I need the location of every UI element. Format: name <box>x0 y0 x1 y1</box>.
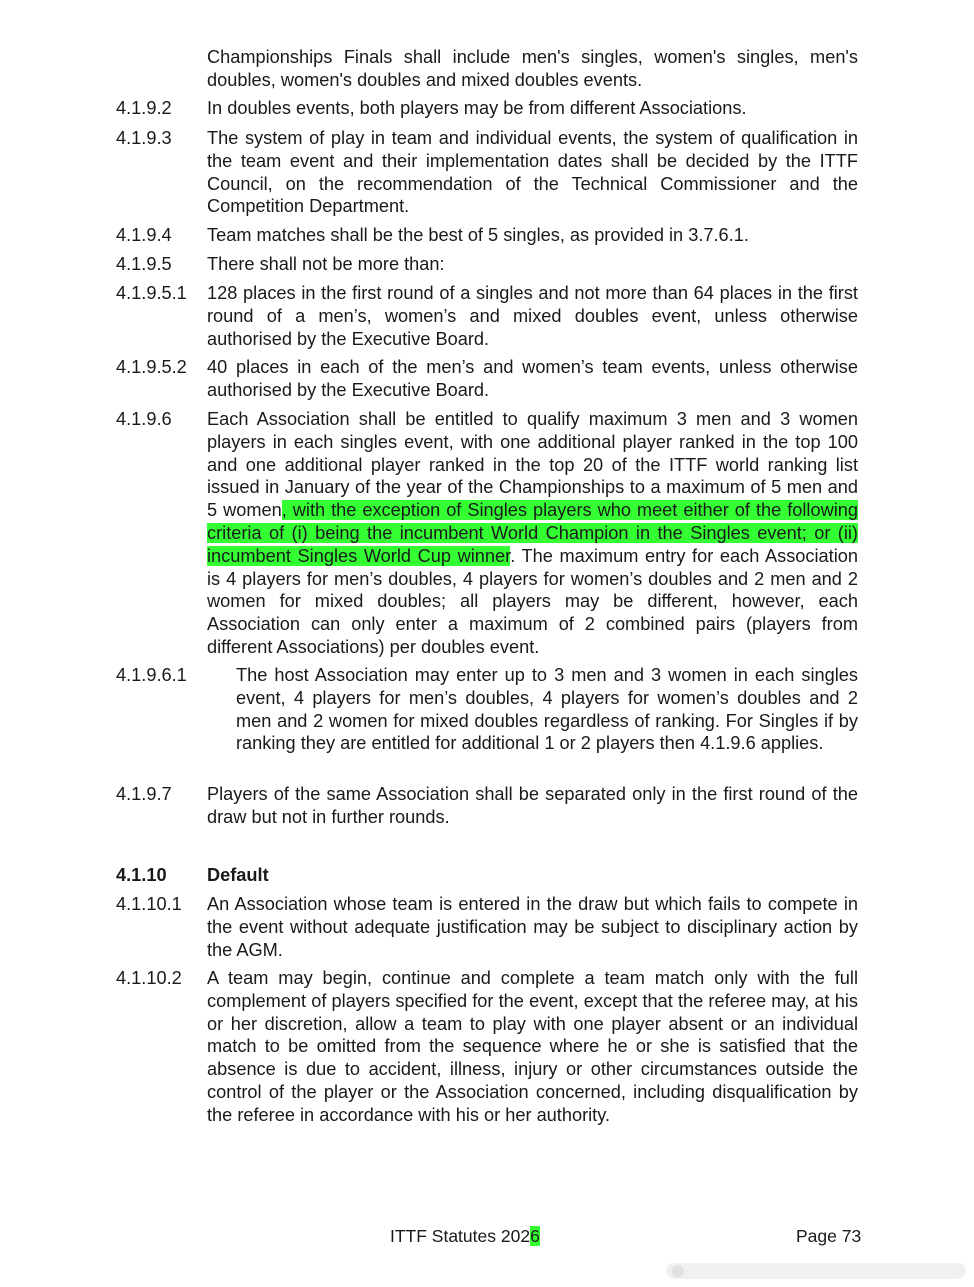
footer-title <box>390 1226 540 1247</box>
section-text: The host Association may enter up to 3 men and 3 women in each singles event, 4 players for men’s doubles, 4 players for women’s doubles and 2 men and 2 women for mixed doubles regardless of ranking. For Singles if by ranking they are entitled for additional 1 or 2 players then 4.1.9.6 applies. <box>236 665 858 754</box>
text-after-highlight: . The maximum entry for each Association is 4 players for men’s doubles, 4 players for women’s doubles and 2 men and 2 women for mixed doubles; all players may be different, however, each Association can only enter a maximum of 2 combined pairs (players from different Associations) per doubles event. <box>207 545 858 657</box>
section-number: 4.1.9.5.2 <box>116 357 187 377</box>
section-number: 4.1.9.5 <box>116 254 172 274</box>
heading-title: Default <box>207 865 269 885</box>
section-number: 4.1.9.6.1 <box>116 665 187 685</box>
section-text: There shall not be more than: <box>207 254 445 274</box>
heading-number: 4.1.10 <box>116 865 167 885</box>
footer-title-main: ITTF Statutes 202 <box>390 1226 531 1246</box>
section-number: 4.1.9.6 <box>116 409 172 429</box>
section-text: In doubles events, both players may be from different Associations. <box>207 98 747 118</box>
intro-text: Championships Finals shall include men's singles, women's singles, men's doubles, women's doubles and mixed doubles events. <box>207 47 858 90</box>
section-text: The system of play in team and individual events, the system of qualification in the team event and their implementation dates shall be decided by the ITTF Council, on the recommendation of the Technical Commissioner and the Competition Department. <box>207 128 858 217</box>
section-number: 4.1.9.3 <box>116 128 172 148</box>
highlighted-text: , with the exception of Singles players who meet either of the following criteria of (i) being the incumbent World Champion in the Singles event; or (ii) incumbent Singles World Cup winner <box>207 500 858 566</box>
section-number: 4.1.10.1 <box>116 894 182 914</box>
section-number: 4.1.9.4 <box>116 225 172 245</box>
footer-page-number: Page 73 <box>796 1226 862 1246</box>
section-number: 4.1.9.5.1 <box>116 283 187 303</box>
section-text: A team may begin, continue and complete a team match only with the full complement of players specified for the event, except that the referee may, at his or her discretion, allow a team to play with one player absent or an individual match to be omitted from the sequence where he or she is satisfied that the absence is due to accident, illness, injury or other circumstances outside the control of the player or the Association concerned, including disqualification by the referee in accordance with his or her authority. <box>207 968 858 1125</box>
section-number: 4.1.9.2 <box>116 98 172 118</box>
text-before-highlight: Each Association shall be entitled to qualify maximum 3 men and 3 women players in each singles event, with one additional player ranked in the top 100 and one additional player ranked in the top 20 of the ITTF world ranking list issued in January of the year of the Championships to a maximum of 5 men and 5 women <box>207 409 858 521</box>
section-text: 128 places in the first round of a singles and not more than 64 places in the first round of a men’s, women’s and mixed doubles event, unless otherwise authorised by the Executive Board. <box>207 283 858 349</box>
footer-title-digit: 6 <box>530 1226 540 1246</box>
section-text: 40 places in each of the men’s and women’s team events, unless otherwise authorised by the Executive Board. <box>207 357 858 400</box>
section-text <box>207 408 858 659</box>
section-number: 4.1.10.2 <box>116 968 182 988</box>
section-number: 4.1.9.7 <box>116 784 172 804</box>
watermark-image <box>666 1259 966 1283</box>
section-text: An Association whose team is entered in the draw but which fails to compete in the event without adequate justification may be subject to disciplinary action by the AGM. <box>207 894 858 960</box>
section-text: Team matches shall be the best of 5 singles, as provided in 3.7.6.1. <box>207 225 749 245</box>
section-text: Players of the same Association shall be separated only in the first round of the draw but not in further rounds. <box>207 784 858 827</box>
